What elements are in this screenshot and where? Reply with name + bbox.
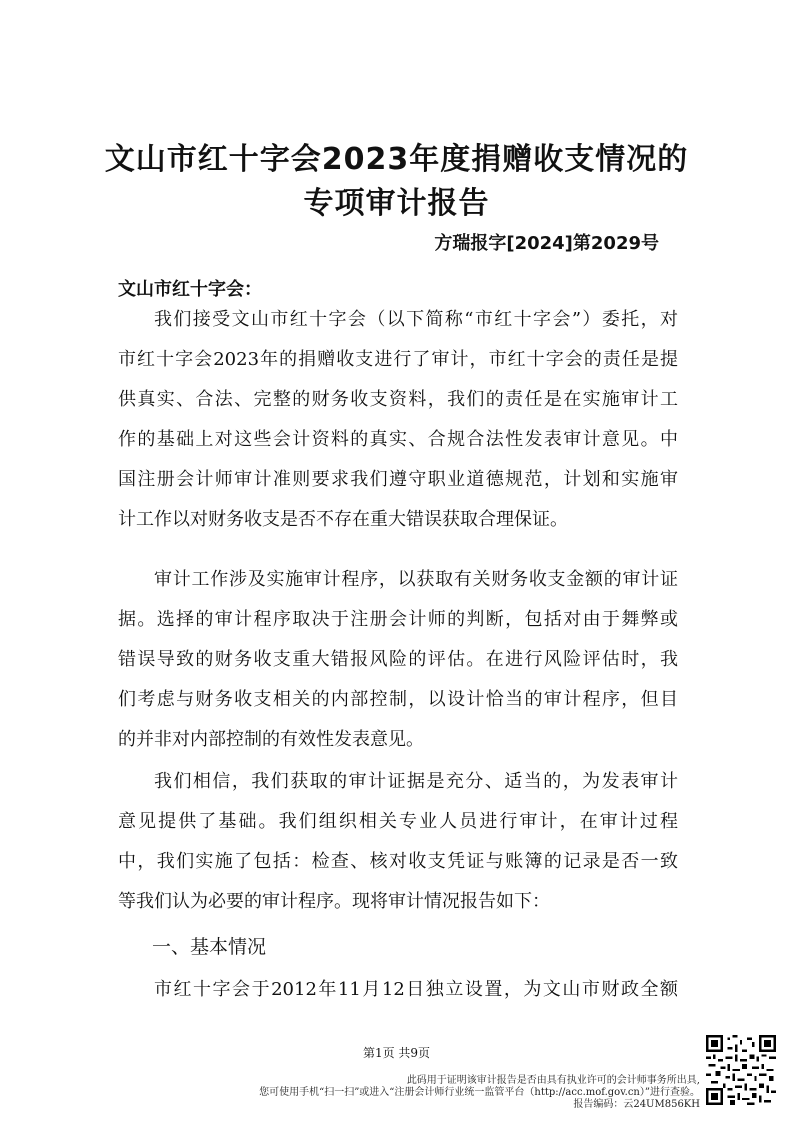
paragraph-3 [118,762,678,922]
paragraph-1 [118,300,678,540]
salutation: 文山市红十字会： [118,279,262,300]
report-title-line1: 文山市红十字会2023年度捐赠收支情况的 [104,142,689,177]
text-line: 错误导致的财务收支重大错报风险的评估。在进行风险评估时，我 [118,649,678,670]
page-number: 第1页 共9页 [362,1046,431,1060]
document-number: 方瑞报字[2024]第2029号 [434,233,659,254]
text-line: 我们相信，我们获取的审计证据是充分、适当的，为发表审计 [154,771,678,792]
text-line: 意见提供了基础。我们组织相关专业人员进行审计，在审计过程 [118,811,678,832]
text-line: 的并非对内部控制的有效性发表意见。 [118,729,424,750]
text-line: 作的基础上对这些会计资料的真实、合规合法性发表审计意见。中 [118,429,678,450]
text-line: 中，我们实施了包括：检查、核对收支凭证与账簿的记录是否一致 [118,851,678,872]
text-line: 市红十字会于2012年11月12日独立设置，为文山市财政全额 [154,979,678,1000]
text-line: 计工作以对财务收支是否不存在重大错误获取合理保证。 [118,509,568,530]
text-line: 供真实、合法、完整的财务收支资料，我们的责任是在实施审计工 [118,389,678,410]
section-heading: 一、基本情况 [152,936,267,958]
verification-note [250,1075,700,1111]
text-line: 据。选择的审计程序取决于注册会计师的判断，包括对由于舞弊或 [118,609,678,630]
report-title-line2: 专项审计报告 [303,186,490,221]
text-line: 市红十字会2023年的捐赠收支进行了审计，市红十字会的责任是提 [118,349,678,370]
report-code: 报告编码：云24UM856KH [573,1099,700,1110]
paragraph-4 [118,970,678,1010]
text-line: 国注册会计师审计准则要求我们遵守职业道德规范，计划和实施审 [118,469,678,490]
verification-note-line2: 您可使用手机“扫一扫”或进入“注册会计师行业统一监管平台（http://acc.mof.gov.cn）”进行查验。 [259,1087,700,1098]
text-line: 们考虑与财务收支相关的内部控制，以设计恰当的审计程序，但目 [118,689,678,710]
verification-note-line1: 此码用于证明该审计报告是否由具有执业许可的会计师事务所出具, [406,1075,700,1086]
text-line: 等我们认为必要的审计程序。现将审计情况报告如下： [118,891,550,912]
text-line: 审计工作涉及实施审计程序，以获取有关财务收支金额的审计证 [154,569,678,590]
paragraph-2 [118,560,678,760]
text-line: 我们接受文山市红十字会（以下简称“市红十字会”）委托，对 [154,309,678,330]
qr-code-icon[interactable] [706,1035,776,1105]
